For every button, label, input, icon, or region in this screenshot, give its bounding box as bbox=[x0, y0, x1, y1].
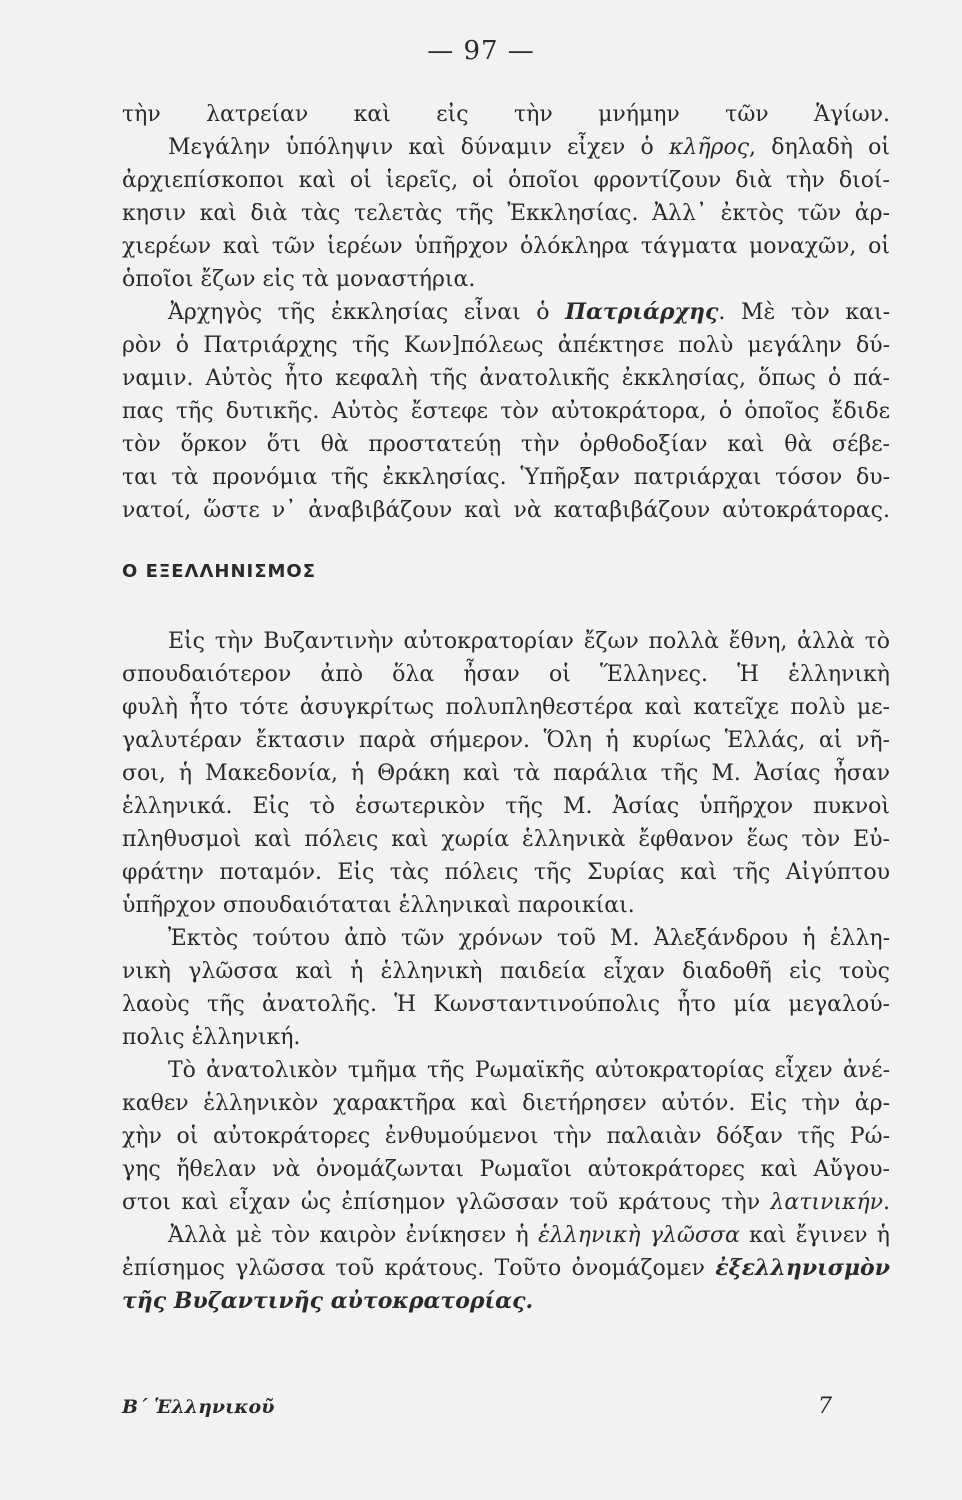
text-line: ἐπίσημος γλῶσσα τοῦ κράτους. Τοῦτο ὀνομάζομεν ἐξελληνισμὸν bbox=[122, 1255, 890, 1281]
text-line: ται τὰ προνόμια τῆς ἐκκλησίας. Ὑπῆρξαν πατριάρχαι τόσον δυ- bbox=[122, 465, 890, 490]
text-line: Ἐκτὸς τούτου ἀπὸ τῶν χρόνων τοῦ Μ. Ἀλεξάνδρου ἡ ἑλλη- bbox=[168, 926, 890, 951]
text-line: στοι καὶ εἶχαν ὡς ἐπίσημον γλῶσσαν τοῦ κράτους τὴν λατινικήν. bbox=[122, 1190, 890, 1215]
text-line: ἑλληνικά. Εἰς τὸ ἐσωτερικὸν τῆς Μ. Ἀσίας ὑπῆρχον πυκνοὶ bbox=[122, 794, 890, 819]
text-line: πληθυσμοὶ καὶ πόλεις καὶ χωρία ἑλληνικὰ ἔφθανον ἕως τὸν Εὐ- bbox=[122, 827, 890, 852]
text-line: πολις ἑλληνική. bbox=[122, 1025, 301, 1050]
text-line: σπουδαιότερον ἀπὸ ὅλα ἦσαν οἱ Ἕλληνες. Ἡ ἑλληνικὴ bbox=[122, 662, 890, 687]
text-line: φυλὴ ἦτο τότε ἀσυγκρίτως πολυπληθεστέρα καὶ κατεῖχε πολὺ με- bbox=[122, 695, 890, 720]
text-line: γαλυτέραν ἔκτασιν παρὰ σήμερον. Ὅλη ἡ κυρίως Ἑλλάς, αἱ νῆ- bbox=[122, 728, 890, 753]
text-line: τὴν λατρείαν καὶ εἰς τὴν μνήμην τῶν Ἁγίων. bbox=[122, 102, 890, 127]
text-line: κησιν καὶ διὰ τὰς τελετὰς τῆς Ἐκκλησίας. Ἀλλ᾽ ἐκτὸς τῶν ἀρ- bbox=[122, 201, 890, 226]
text-line: ὑπῆρχον σπουδαιόταται ἑλληνικαὶ παροικίαι. bbox=[122, 893, 635, 918]
text-line: γης ἤθελαν νὰ ὀνομάζωνται Ρωμαῖοι αὐτοκράτορες καὶ Αὔγου- bbox=[122, 1157, 890, 1182]
page-number: — 97 — bbox=[427, 36, 535, 66]
section-heading: Ο ΕΞΕΛΛΗΝΙΣΜΟΣ bbox=[122, 561, 317, 582]
text-line: φράτην ποταμόν. Εἰς τὰς πόλεις τῆς Συρίας καὶ τῆς Αἰγύπτου bbox=[122, 860, 890, 885]
text-line: ὁποῖοι ἔζων εἰς τὰ μοναστήρια. bbox=[122, 267, 476, 292]
text-line: χιερέων καὶ τῶν ἱερέων ὑπῆρχον ὁλόκληρα τάγματα μοναχῶν, οἱ bbox=[122, 234, 890, 259]
text-line: ἀρχιεπίσκοποι καὶ οἱ ἱερεῖς, οἱ ὁποῖοι φροντίζουν διὰ τὴν διοί- bbox=[122, 168, 890, 193]
gathering-number: 7 bbox=[818, 1394, 832, 1419]
text-line: τῆς Βυζαντινῆς αὐτοκρατορίας. bbox=[122, 1288, 534, 1314]
text-line: νικὴ γλῶσσα καὶ ἡ ἑλληνικὴ παιδεία εἶχαν διαδοθῆ εἰς τοὺς bbox=[122, 959, 890, 984]
text-line: Ἀρχηγὸς τῆς ἐκκλησίας εἶναι ὁ Πατριάρχης. Μὲ τὸν και- bbox=[168, 299, 890, 325]
text-line: λαοὺς τῆς ἀνατολῆς. Ἡ Κωνσταντινούπολις ἦτο μία μεγαλού- bbox=[122, 992, 890, 1017]
body-text bbox=[122, 98, 890, 1318]
paragraphs-church bbox=[122, 98, 890, 527]
text-line: νατοί, ὥστε ν᾽ ἀναβιβάζουν καὶ νὰ καταβιβάζουν αὐτοκράτορας. bbox=[122, 498, 890, 523]
text-line: Εἰς τὴν Βυζαντινὴν αὐτοκρατορίαν ἔζων πολλὰ ἔθνη, ἀλλὰ τὸ bbox=[168, 629, 890, 654]
text-line: Μεγάλην ὑπόληψιν καὶ δύναμιν εἶχεν ὁ κλῆρος, δηλαδὴ οἱ bbox=[168, 135, 890, 160]
text-line: τὸν ὅρκον ὅτι θὰ προστατεύῃ τὴν ὀρθοδοξίαν καὶ θὰ σέβε- bbox=[122, 432, 890, 457]
text-line: πας τῆς δυτικῆς. Αὐτὸς ἔστεφε τὸν αὐτοκράτορα, ὁ ὁποῖος ἔδιδε bbox=[122, 399, 890, 424]
section-heading-wrap bbox=[122, 527, 890, 625]
text-line: σοι, ἡ Μακεδονία, ἡ Θράκη καὶ τὰ παράλια τῆς Μ. Ἀσίας ἦσαν bbox=[122, 761, 890, 786]
text-line: Ἀλλὰ μὲ τὸν καιρὸν ἐνίκησεν ἡ ἑλληνικὴ γλῶσσα καὶ ἔγινεν ἡ bbox=[168, 1223, 890, 1248]
text-line: ρὸν ὁ Πατριάρχης τῆς Κων]πόλεως ἀπέκτησε πολὺ μεγάλην δύ- bbox=[122, 333, 890, 358]
text-line: Τὸ ἀνατολικὸν τμῆμα τῆς Ρωμαϊκῆς αὐτοκρατορίας εἶχεν ἀνέ- bbox=[168, 1058, 890, 1083]
paragraphs-hellenization bbox=[122, 625, 890, 1318]
text-line: ναμιν. Αὐτὸς ἦτο κεφαλὴ τῆς ἀνατολικῆς ἐκκλησίας, ὅπως ὁ πά- bbox=[122, 366, 890, 391]
text-line: χὴν οἱ αὐτοκράτορες ἐνθυμούμενοι τὴν παλαιὰν δόξαν τῆς Ρώ- bbox=[122, 1124, 890, 1149]
printer-signature: Β΄ Ἑλληνικοῦ bbox=[122, 1396, 275, 1418]
text-line: καθεν ἑλληνικὸν χαρακτῆρα καὶ διετήρησεν αὐτόν. Εἰς τὴν ἀρ- bbox=[122, 1091, 890, 1116]
